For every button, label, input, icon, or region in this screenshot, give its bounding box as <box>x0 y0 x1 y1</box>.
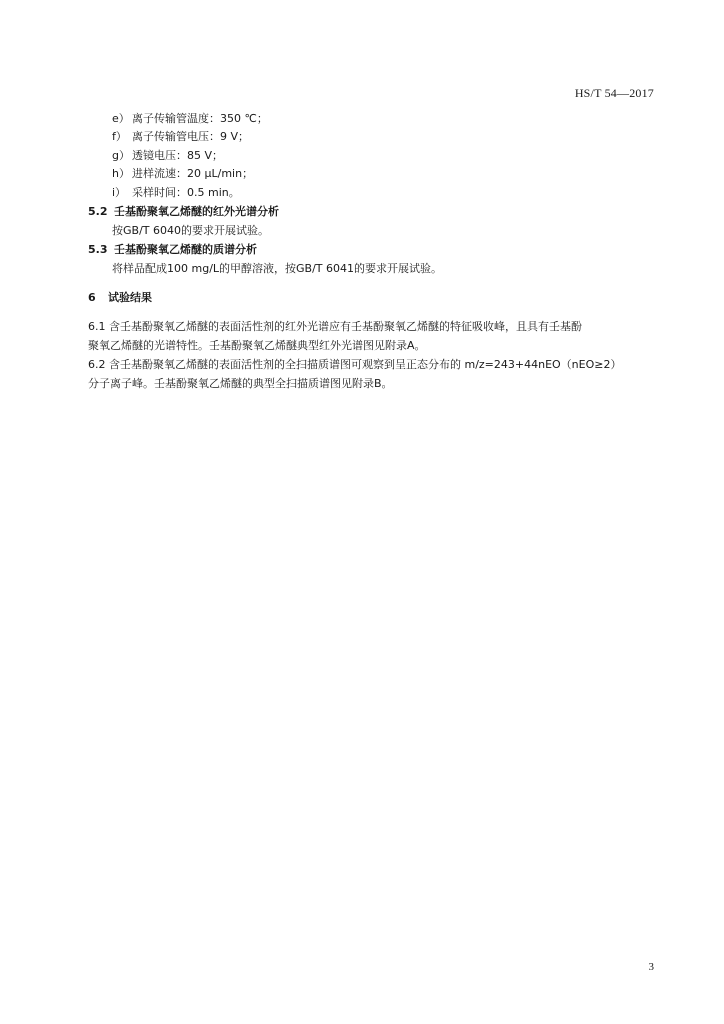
section-6-heading <box>88 291 152 305</box>
list-text: 透镜电压：85 V； <box>132 149 224 162</box>
section-number: 5.2 <box>88 205 108 218</box>
list-item <box>112 167 253 181</box>
list-marker: f） <box>112 130 127 143</box>
section-6-2-line-2: 分子离子峰。壬基酚聚氧乙烯醚的典型全扫描质谱图见附录B。 <box>88 377 393 390</box>
section-number: 6 <box>88 291 96 304</box>
list-item <box>112 186 240 200</box>
section-title: 壬基酚聚氧乙烯醚的红外光谱分析 <box>114 205 279 218</box>
section-5-3-body: 将样品配成100 mg/L的甲醇溶液，按GB/T 6041的要求开展试验。 <box>112 262 443 275</box>
section-5-2-body: 按GB/T 6040的要求开展试验。 <box>112 224 269 237</box>
section-number: 5.3 <box>88 243 108 256</box>
section-title: 试验结果 <box>108 291 152 304</box>
section-6-2-line-1: 6.2 含壬基酚聚氧乙烯醚的表面活性剂的全扫描质谱图可观察到呈正态分布的 m/z=243+44nEO（nEO≥2） <box>88 358 622 371</box>
section-5-3-heading <box>88 243 257 257</box>
list-item <box>112 149 223 163</box>
list-item <box>112 130 249 144</box>
section-6-1-line-1: 6.1 含壬基酚聚氧乙烯醚的表面活性剂的红外光谱应有壬基酚聚氧乙烯醚的特征吸收峰，且具有壬基酚 <box>88 320 582 333</box>
list-marker: h） <box>112 167 130 180</box>
list-marker: e） <box>112 112 130 125</box>
list-text: 采样时间：0.5 min。 <box>132 186 240 199</box>
section-title: 壬基酚聚氧乙烯醚的质谱分析 <box>114 243 257 256</box>
list-text: 离子传输管温度：350 ℃； <box>132 112 268 125</box>
list-marker: i） <box>112 186 127 199</box>
list-text: 进样流速：20 μL/min； <box>132 167 254 180</box>
list-item <box>112 112 268 126</box>
list-text: 离子传输管电压：9 V； <box>132 130 250 143</box>
list-marker: g） <box>112 149 130 162</box>
page-number: 3 <box>648 961 654 973</box>
section-5-2-heading <box>88 205 279 219</box>
standard-code: HS/T 54—2017 <box>574 86 654 100</box>
section-6-1-line-2: 聚氧乙烯醚的光谱特性。壬基酚聚氧乙烯醚典型红外光谱图见附录A。 <box>88 339 426 352</box>
